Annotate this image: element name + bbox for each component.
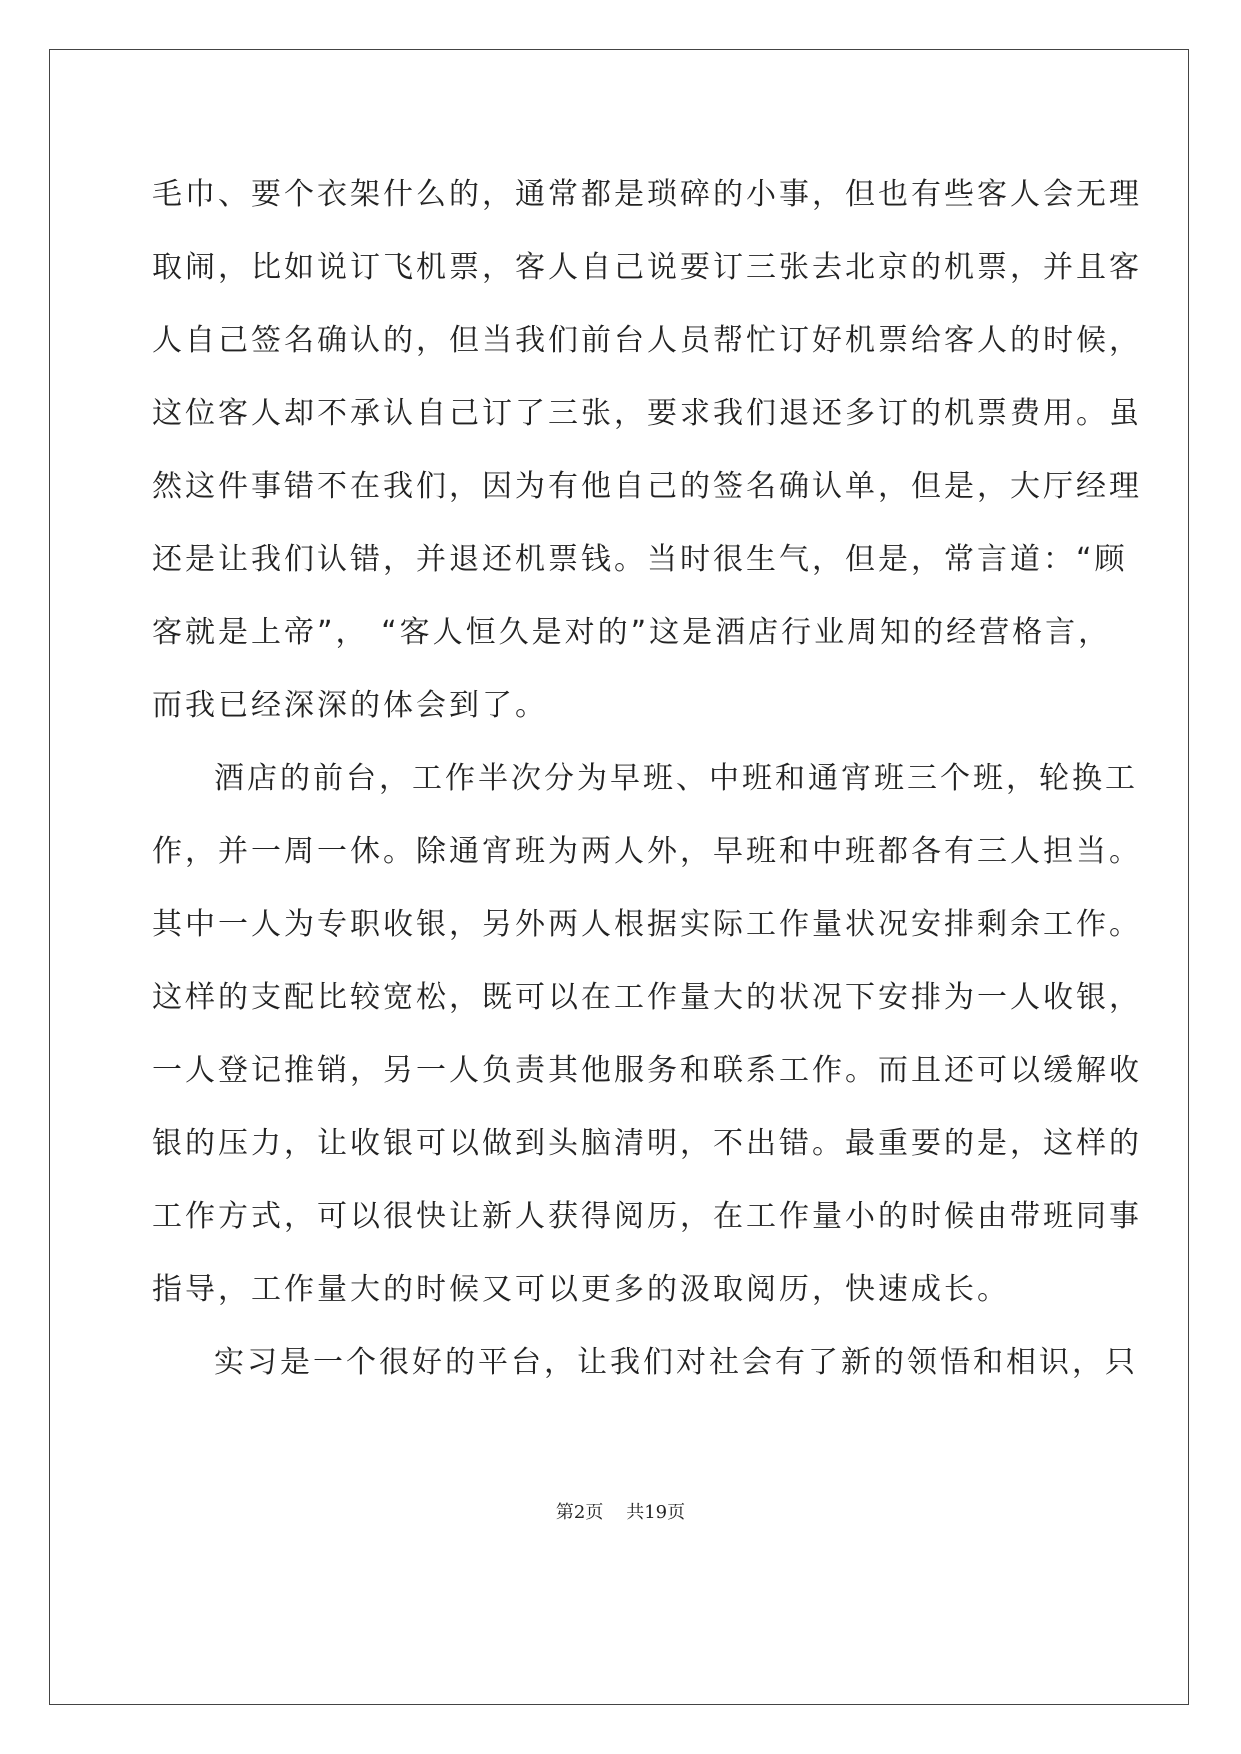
text-line: 而我已经深深的体会到了。 — [152, 688, 548, 723]
page-number: 第2页 共19页 — [555, 1502, 686, 1523]
text-line: 其中一人为专职收银，另外两人根据实际工作量状况安排剩余工作。 — [152, 907, 1142, 942]
text-line: 这样的支配比较宽松，既可以在工作量大的状况下安排为一人收银， — [152, 980, 1142, 1015]
text-line: 取闹，比如说订飞机票，客人自己说要订三张去北京的机票，并且客 — [152, 250, 1142, 285]
text-line: 毛巾、要个衣架什么的，通常都是琐碎的小事，但也有些客人会无理 — [152, 177, 1142, 212]
text-line: 一人登记推销，另一人负责其他服务和联系工作。而且还可以缓解收 — [152, 1053, 1142, 1088]
text-line: 实习是一个很好的平台，让我们对社会有了新的领悟和相识，只 — [214, 1345, 1138, 1380]
text-line: 指导，工作量大的时候又可以更多的汲取阅历，快速成长。 — [152, 1272, 1010, 1307]
text-line: 银的压力，让收银可以做到头脑清明，不出错。最重要的是，这样的 — [152, 1126, 1142, 1161]
text-line: 这位客人却不承认自己订了三张，要求我们退还多订的机票费用。虽 — [152, 396, 1142, 431]
text-line: 还是让我们认错，并退还机票钱。当时很生气，但是，常言道：“顾 — [152, 542, 1128, 577]
text-line: 酒店的前台，工作半次分为早班、中班和通宵班三个班，轮换工 — [214, 761, 1138, 796]
text-line: 客就是上帝”， “客人恒久是对的”这是酒店行业周知的经营格言， — [152, 615, 1112, 650]
text-line: 人自己签名确认的，但当我们前台人员帮忙订好机票给客人的时候， — [152, 323, 1142, 358]
document-body — [152, 158, 1142, 1399]
text-line: 作，并一周一休。除通宵班为两人外，早班和中班都各有三人担当。 — [152, 834, 1142, 869]
text-line: 工作方式，可以很快让新人获得阅历，在工作量小的时候由带班同事 — [152, 1199, 1142, 1234]
text-line: 然这件事错不在我们，因为有他自己的签名确认单，但是，大厅经理 — [152, 469, 1142, 504]
